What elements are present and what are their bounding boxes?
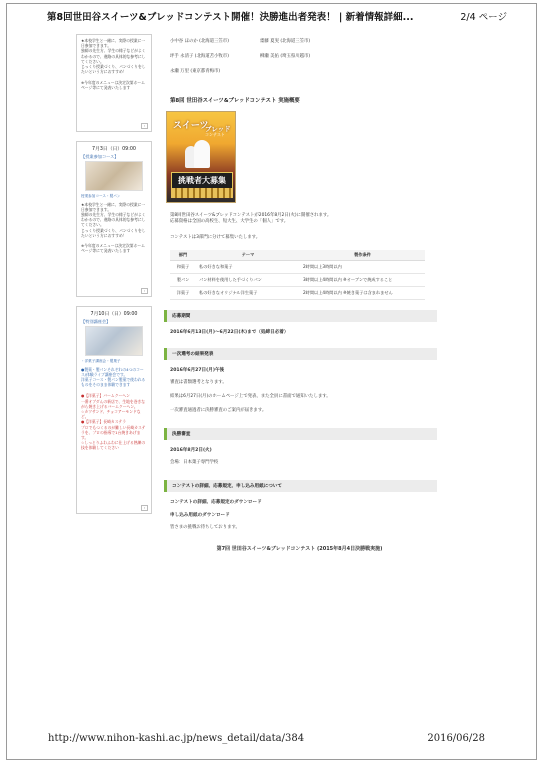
final-venue: 会場：日本菓子専門学校	[170, 460, 219, 466]
apply-period-heading: 応募期間	[164, 310, 437, 322]
sidebar-card-date: 7月3日（日）09:00	[92, 147, 136, 152]
sidebar-card-text: ★本校学生と一緒に、実際の授業に一日参加できます。 独師の先生方、学生の様子などがよくわかるので、進路の具体的な参考にしてください。 じっくり授業づくり、パンづくりをしたいという方におすすめ！ ※今年度のメニューは決定次第ホームページ等にて発表いたします	[81, 201, 146, 254]
table-cell: 製パン	[170, 274, 196, 287]
print-url: http://www.nihon-kashi.ac.jp/news_detail/data/384	[48, 733, 305, 744]
table-header: テーマ	[196, 250, 300, 261]
sidebar-card-subtitle[interactable]: 授業参加コース・製パン	[81, 194, 121, 199]
sidebar-card-date: 7月10日（日）09:00	[90, 312, 138, 317]
print-header-title: 第8回世田谷スイーツ&ブレッドコンテスト開催！決勝進出者発表！ | 新着情報詳細...	[47, 12, 414, 23]
table-cell: 私の好きなオリジナル洋生菓子	[196, 287, 300, 300]
section-title: 第8回 世田谷スイーツ&ブレッドコンテスト 実施概要	[170, 98, 300, 104]
print-page-number: 2/4 ページ	[460, 12, 507, 23]
details-heading: コンテストの詳細、応募規定、申し込み用紙について	[164, 480, 437, 492]
sidebar-card-photo	[85, 326, 143, 356]
final-date: 2016年8月2日(火)	[170, 448, 212, 454]
poster-bread-band	[171, 188, 233, 198]
table-row	[170, 274, 425, 287]
table-header: 部門	[170, 250, 196, 261]
print-footer	[48, 733, 485, 744]
first-round-date: 2016年6月27日(月)午後	[170, 368, 225, 374]
first-round-text: 審査は書類選考となります。	[170, 380, 227, 386]
sidebar	[76, 34, 152, 523]
print-header	[0, 9, 541, 23]
winner-name: 齋藤 夏実 (北海道三笠市)	[260, 39, 311, 44]
details-text: 皆さまの挑戦お待ちしております。	[170, 525, 240, 531]
sidebar-card-photo	[85, 161, 143, 191]
table-cell: 洋菓子	[170, 287, 196, 300]
sidebar-more-button[interactable]: ›	[141, 123, 148, 129]
print-date: 2016/06/28	[427, 733, 485, 744]
poster-text: コンテスト	[205, 132, 225, 137]
first-round-text: 一次審査通過者に決勝審査のご案内が届きます。	[170, 408, 267, 414]
sidebar-card-title[interactable]: 【特別講座会】	[81, 319, 111, 325]
winner-list	[162, 38, 437, 74]
poster-text: スイーツ	[173, 121, 209, 131]
sidebar-card-title[interactable]: 【授業参加コース】	[81, 154, 119, 160]
apply-period: 2016年6月13日(月)～6月22日(木)まで（処締日必着）	[170, 330, 289, 336]
sidebar-card-details: ●【洋菓子】バームクーヘン 一番オブダんの新店で、生地を巻きながら焼き上げるバームクーヘン。 ☆カツサンド、チョコアーモンドなど。 ●【洋菓子】長崎カステラ プロでもつくるのが難しい長崎カステラを、プロの指導で1台焼きあげます。 ☆しっとりふわふわに仕上げる熟練の技を体験してください	[81, 393, 146, 451]
table-cell: 2時間以上4時間以内 ※焼き菓子は含まれません	[300, 287, 425, 300]
next-section-title: 第7回 世田谷スイーツ&ブレッドコンテスト (2015年8月4日決勝戦実施)	[216, 546, 383, 553]
category-table	[170, 250, 425, 300]
table-cell: 2時間以上3時間以内	[300, 261, 425, 274]
winner-name: 坪手 永清子 (北海道苫小牧市)	[170, 54, 229, 59]
intro-text: 第8回世田谷スイーツ&ブレッドコンテストが2016年8月2日(火)に開催されます。 応募資格は全国の高校生、短大生、大学生の「個人」です。	[170, 213, 332, 225]
sidebar-card-text: ★本校学生と一緒に、実際の授業に一日参加できます。 独師の先生方、学生の様子などがよくわかるので、進路の具体的な参考にしてください。 じっくり授業づくり、パンづくりをしたいという方におすすめ！ ※今年度のメニューは決定次第ホームページ等にて発表いたします	[81, 38, 146, 90]
sidebar-more-button[interactable]: ›	[141, 288, 148, 294]
details-download-link[interactable]: コンテストの詳細、応募規定のダウンロード	[170, 500, 262, 506]
table-header: 製作条件	[300, 250, 425, 261]
sidebar-card-2	[76, 141, 152, 297]
poster-text: ブレッド	[205, 125, 231, 133]
winner-name: 永瀬 万里 (東京都青梅市)	[170, 69, 221, 74]
sidebar-card-1	[76, 34, 152, 132]
winner-name: 小中谷 ほのか (北海道三笠市)	[170, 39, 229, 44]
table-cell: 私の好きな和菓子	[196, 261, 300, 274]
sidebar-card-subtitle[interactable]: ・洋菓子講座会・製菓子	[81, 359, 121, 364]
contest-poster	[166, 111, 236, 203]
first-round-text: 結果は6月27日(月)のホームページ上で発表、また全員に書面で通知いたします。	[170, 394, 331, 400]
sidebar-more-button[interactable]: ›	[141, 505, 148, 511]
table-cell: パン材料を使用した手づくりパン	[196, 274, 300, 287]
first-round-heading: 一次選考の結果発表	[164, 348, 437, 360]
poster-headline: 挑戦者大募集	[171, 172, 233, 189]
main-content	[162, 38, 437, 552]
table-cell: 3時間以上4時間以内 ※オーブンで焼成すること	[300, 274, 425, 287]
chef-figure	[194, 140, 210, 168]
table-row	[170, 287, 425, 300]
sidebar-card-3	[76, 306, 152, 514]
intro-text-2: コンテストは3部門に分けて募集いたします。	[170, 234, 261, 240]
winner-name: 柳瀬 美佑 (埼玉県川越市)	[260, 54, 311, 59]
sidebar-card-description: ●製菓・製パンそれぞれの4つのコース/体験ライブ講座会です。 洋菓子コース・製パン製菓で使われるものをそのまま体験できます	[81, 366, 146, 388]
final-heading: 決勝審査	[164, 428, 437, 440]
application-download-link[interactable]: 申し込み用紙のダウンロード	[170, 513, 230, 519]
table-row	[170, 261, 425, 274]
table-cell: 和菓子	[170, 261, 196, 274]
